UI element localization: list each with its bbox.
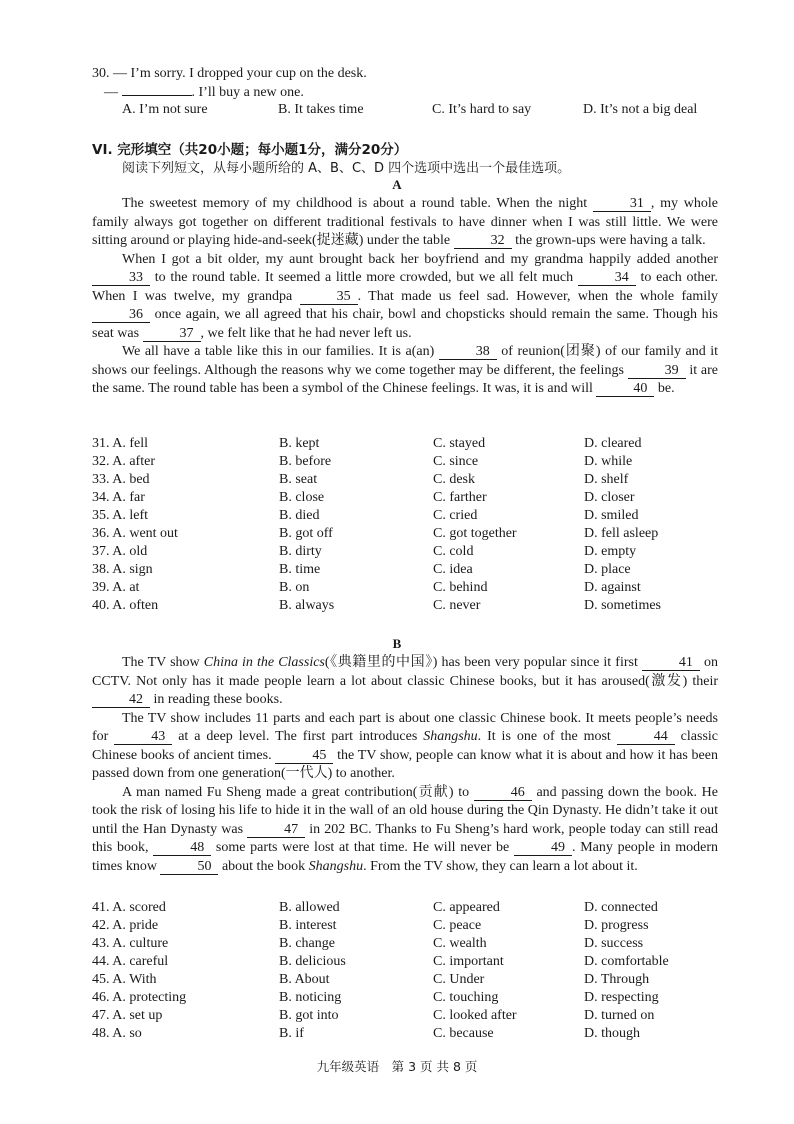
q30-line1: 30. — I’m sorry. I dropped your cup on the desk. bbox=[92, 66, 367, 81]
option-row-34: 34. A. far B. close C. farther D. closer bbox=[92, 490, 635, 505]
passage-a-paragraph-2: When I got a bit older, my aunt brought back her boyfriend and my grandma happily added another 33 to the round table. It seemed a little more crowded, but we all felt much 34 to each other. When I was twelve, my grandpa 35 . That made us feel sad. However, when the whole family 36 once again, we all agreed that his chair, bowl and chopsticks should remain the same. Though his seat was 37 , we felt like that he had never left us. bbox=[92, 251, 718, 341]
option-row-46: 46. A. protecting B. noticing C. touching D. respecting bbox=[92, 990, 659, 1005]
option-row-47: 47. A. set up B. got into C. looked after D. turned on bbox=[92, 1008, 655, 1023]
passage-a-paragraph-1: The sweetest memory of my childhood is about a round table. When the night 31 , my whole family always got together on different traditional festivals to have dinner when I was still little. We were sitting around or playing hide-and-seek(捉迷藏) under the table 32 the grown-ups were having a talk. bbox=[92, 196, 718, 248]
option-row-44: 44. A. careful B. delicious C. important D. comfortable bbox=[92, 954, 669, 969]
option-row-38: 38. A. sign B. time C. idea D. place bbox=[92, 562, 631, 577]
option-row-45: 45. A. With B. About C. Under D. Through bbox=[92, 972, 650, 987]
blank-43: 43 bbox=[114, 729, 172, 745]
q30-option-a: A. I’m not sure bbox=[122, 102, 208, 117]
q30-option-d: D. It’s not a big deal bbox=[583, 102, 698, 117]
blank-31: 31 bbox=[593, 196, 651, 212]
passage-a-paragraph-3: We all have a table like this in our families. It is a(an) 38 of reunion(团聚) of our family and it shows our feelings. Although the reasons why we come together may be different, the feelings 39 it are the same. The round table has been a symbol of the Chinese feelings. It was, it is and will 40 be. bbox=[92, 344, 718, 396]
passage-b-body bbox=[92, 654, 718, 876]
passage-b-paragraph-1: The TV show China in the Classics(《典籍里的中国》) has been very popular since it first 41 on CCTV. Not only has it made people learn a lot about classic Chinese books, but it has aroused(激发) their 42 in reading these books. bbox=[92, 655, 719, 707]
section-instruction: 阅读下列短文，从每小题所给的 A、B、C、D 四个选项中选出一个最佳选项。 bbox=[122, 161, 571, 176]
blank-44: 44 bbox=[617, 729, 675, 745]
blank-39: 39 bbox=[628, 363, 686, 379]
option-row-39: 39. A. at B. on C. behind D. against bbox=[92, 580, 641, 595]
passage-a-body bbox=[92, 195, 718, 399]
blank-33: 33 bbox=[92, 270, 150, 286]
option-row-36: 36. A. went out B. got off C. got together D. fell asleep bbox=[92, 526, 659, 541]
option-row-43: 43. A. culture B. change C. wealth D. success bbox=[92, 936, 644, 951]
q30-option-c: C. It’s hard to say bbox=[432, 102, 532, 117]
q30-line2 bbox=[104, 85, 304, 101]
blank-46: 46 bbox=[474, 785, 532, 801]
option-row-48: 48. A. so B. if C. because D. though bbox=[92, 1026, 640, 1041]
blank-32: 32 bbox=[454, 233, 512, 249]
page-footer: 九年级英语 第 3 页 共 8 页 bbox=[316, 1059, 478, 1074]
option-row-37: 37. A. old B. dirty C. cold D. empty bbox=[92, 544, 637, 559]
option-row-32: 32. A. after B. before C. since D. while bbox=[92, 454, 633, 469]
option-row-31: 31. A. fell B. kept C. stayed D. cleared bbox=[92, 436, 642, 451]
section-heading: VI. 完形填空（共20小题；每小题1分，满分20分） bbox=[92, 142, 408, 158]
blank-48: 48 bbox=[153, 840, 211, 856]
blank-35: 35 bbox=[300, 289, 358, 305]
q30-blank bbox=[122, 95, 192, 96]
option-row-40: 40. A. often B. always C. never D. sometimes bbox=[92, 598, 661, 613]
q30-line2-suffix: . I’ll buy a new one. bbox=[191, 85, 304, 100]
option-row-35: 35. A. left B. died C. cried D. smiled bbox=[92, 508, 639, 523]
option-row-33: 33. A. bed B. seat C. desk D. shelf bbox=[92, 472, 629, 487]
blank-40: 40 bbox=[596, 381, 654, 397]
blank-47: 47 bbox=[247, 822, 305, 838]
q30-dash: — bbox=[104, 85, 118, 100]
blank-38: 38 bbox=[439, 344, 497, 360]
blank-36: 36 bbox=[92, 307, 150, 323]
blank-49: 49 bbox=[514, 840, 572, 856]
blank-45: 45 bbox=[275, 748, 333, 764]
q30-options bbox=[122, 102, 742, 120]
blank-41: 41 bbox=[642, 655, 700, 671]
blank-50: 50 bbox=[160, 859, 218, 875]
passage-b-label: B bbox=[392, 636, 402, 651]
passage-b-paragraph-2: The TV show includes 11 parts and each part is about one classic Chinese book. It meets people’s needs for 43 at a deep level. The first part introduces Shangshu. It is one of the most 44 classic Chinese books of ancient times. 45 the TV show, people can know what it is about and how it has been passed down from one generation(一代人) to another. bbox=[92, 710, 718, 781]
option-row-41: 41. A. scored B. allowed C. appeared D. connected bbox=[92, 900, 658, 915]
option-row-42: 42. A. pride B. interest C. peace D. progress bbox=[92, 918, 649, 933]
blank-37: 37 bbox=[143, 326, 201, 342]
blank-34: 34 bbox=[578, 270, 636, 286]
passage-b-paragraph-3: A man named Fu Sheng made a great contribution(贡献) to 46 and passing down the book. He took the risk of losing his life to hide it in the wall of an old house during the Qin Dynasty. He didn’t take it out until the Han Dynasty was 47 in 202 BC. Thanks to Fu Sheng’s hard work, people today can still read this book, 48 some parts were lost at that time. He will never be 49 . Many people in modern times know 50 about the book Shangshu. From the TV show, they can learn a lot about it. bbox=[92, 784, 719, 874]
blank-42: 42 bbox=[92, 692, 150, 708]
q30-option-b: B. It takes time bbox=[278, 102, 364, 117]
passage-a-label: A bbox=[392, 177, 402, 192]
